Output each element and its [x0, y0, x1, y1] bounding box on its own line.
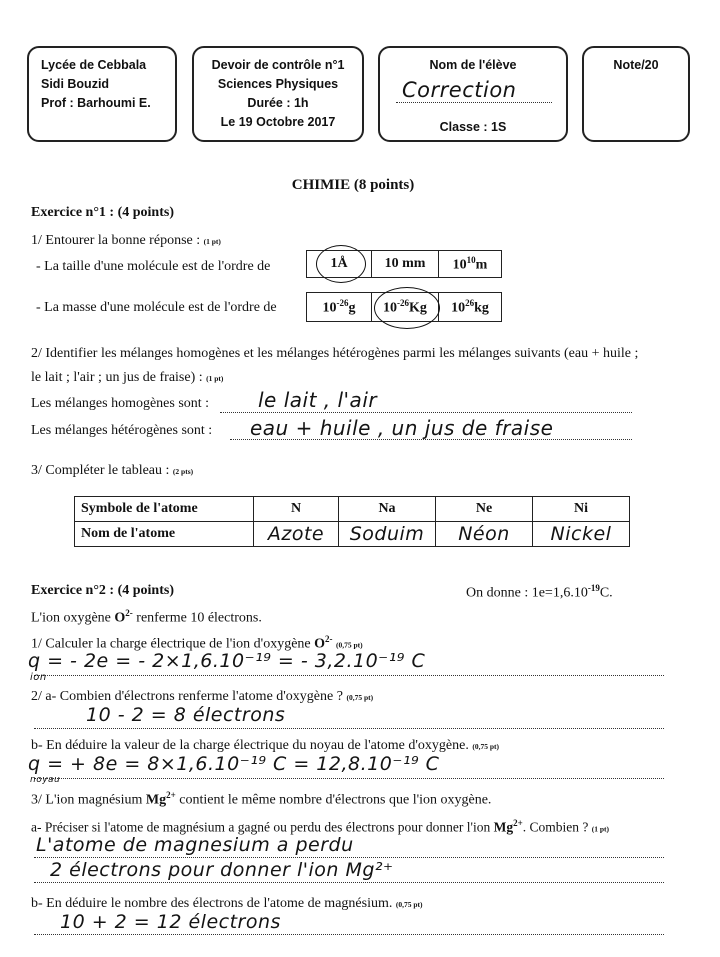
atoms-name-header: Nom de l'atome: [75, 522, 254, 547]
ex2-q2b-answer-subscript: noyau: [30, 775, 61, 785]
homogeneous-answer: le lait , l'air: [258, 388, 378, 412]
ex2-q3a-text: a- Préciser si l'atome de magnésium a gagné ou perdu des électrons pour donner l'ion $Mg^{2+}$. Combien ? (1 pt): [31, 818, 610, 835]
mass-option-10e-26g[interactable]: $10^{-26}g$: [307, 293, 372, 322]
grade-box: [582, 46, 690, 142]
exam-subject: Sciences Physiques: [217, 77, 339, 91]
student-name-value: Correction: [402, 78, 517, 102]
atoms-table: [74, 496, 630, 547]
name-nickel[interactable]: Nickel: [533, 522, 630, 547]
size-option-1A[interactable]: 1Å: [307, 251, 372, 278]
school-box: [27, 46, 177, 142]
size-option-10e10m[interactable]: $10^{10}m$: [439, 251, 502, 278]
heterogeneous-label: Les mélanges hétérogènes sont :: [31, 423, 213, 438]
exam-info-box: [192, 46, 364, 142]
symbol-ne: Ne: [436, 497, 533, 522]
school-city: Sidi Bouzid: [41, 77, 110, 91]
homogeneous-line: [220, 412, 632, 413]
ex2-q1-line: [34, 675, 664, 676]
ex2-q2b-text: b- En déduire la valeur de la charge électrique du noyau de l'atome d'oxygène. (0,75 pt): [31, 738, 499, 753]
ex2-intro: L'ion oxygène $O^{2-}$ renferme 10 électrons.: [31, 608, 262, 626]
exam-title: Devoir de contrôle n°1: [211, 58, 345, 72]
ex2-q3a-answer-1: L'atome de magnesium a perdu: [36, 834, 354, 856]
school-name: Lycée de Cebbala: [41, 58, 147, 72]
ex1-q1-text: 1/ Entourer la bonne réponse : (1 pt): [31, 233, 221, 248]
ex2-q3b-answer: 10 + 2 = 12 électrons: [60, 911, 281, 933]
teacher-name: Prof : Barhoumi E.: [41, 96, 151, 110]
section-title: CHIMIE (8 points): [291, 177, 415, 193]
ex2-q1-answer-subscript: ion: [30, 672, 47, 683]
heterogeneous-answer: eau + huile , un jus de fraise: [250, 416, 554, 440]
ex1-title: Exercice n°1 : (4 points): [31, 205, 174, 220]
exam-duration: Durée : 1h: [247, 96, 309, 110]
symbol-na: Na: [339, 497, 436, 522]
ex2-title: Exercice n°2 : (4 points): [31, 583, 174, 598]
ex2-q3a-line-2: [34, 882, 664, 883]
ex2-q3b-text: b- En déduire le nombre des électrons de l'atome de magnésium. (0,75 pt): [31, 896, 423, 911]
ex2-q1-answer: q = - 2e = - 2×1,6.10⁻¹⁹ = - 3,2.10⁻¹⁹ C: [28, 650, 426, 672]
mass-option-10e-26Kg[interactable]: $10^{-26}Kg$: [372, 293, 439, 322]
exam-date: Le 19 Octobre 2017: [220, 115, 336, 129]
symbol-ni: Ni: [533, 497, 630, 522]
ex2-q2b-line: [34, 778, 664, 779]
class-label: Classe : 1S: [439, 120, 507, 134]
ex1-q1-size-text: - La taille d'une molécule est de l'ordre de: [36, 259, 271, 274]
answer-circle-mass: [374, 287, 440, 329]
answer-circle-size: [316, 245, 366, 283]
student-name-line: [396, 102, 552, 103]
student-box: [378, 46, 568, 142]
ex2-q3b-line: [34, 934, 664, 935]
atoms-symbol-row: [75, 497, 630, 522]
ex1-q2-text2: le lait ; l'air ; un jus de fraise) : (1 pt): [31, 370, 224, 385]
name-neon[interactable]: Néon: [436, 522, 533, 547]
name-soduim[interactable]: Soduim: [339, 522, 436, 547]
grade-label: Note/20: [613, 58, 659, 72]
atoms-name-row: [75, 522, 630, 547]
homogeneous-label: Les mélanges homogènes sont :: [31, 396, 210, 411]
ex2-q2a-text: 2/ a- Combien d'électrons renferme l'atome d'oxygène ? (0,75 pt): [31, 689, 374, 704]
ex2-q2b-answer: q = + 8e = 8×1,6.10⁻¹⁹ C = 12,8.10⁻¹⁹ C: [28, 753, 440, 775]
ex1-q1-mass-text: - La masse d'une molécule est de l'ordre de: [36, 300, 277, 315]
size-option-10mm[interactable]: 10 mm: [372, 251, 439, 278]
ex2-q1-text: 1/ Calculer la charge électrique de l'ion d'oxygène $O^{2-}$ (0,75 pt): [31, 634, 363, 652]
student-name-label: Nom de l'élève: [429, 58, 517, 72]
ex2-given: On donne : $1e=1,6.10^{-19}C$.: [466, 583, 613, 601]
ex2-q3a-answer-2: 2 électrons pour donner l'ion Mg²⁺: [50, 859, 394, 881]
ex1-q2-text1: 2/ Identifier les mélanges homogènes et les mélanges hétérogènes parmi les mélanges suivants (eau + huile ;: [31, 346, 639, 361]
symbol-n: N: [254, 497, 339, 522]
name-azote[interactable]: Azote: [254, 522, 339, 547]
ex2-q2a-line: [34, 728, 664, 729]
ex2-q3a-line-1: [34, 857, 664, 858]
ex1-q3-text: 3/ Compléter le tableau : (2 pts): [31, 463, 194, 478]
ex2-q3-text: 3/ L'ion magnésium $Mg^{2+}$ contient le même nombre d'électrons que l'ion oxygène.: [31, 790, 492, 808]
atoms-symbol-header: Symbole de l'atome: [75, 497, 254, 522]
mass-option-10e26kg[interactable]: $10^{26}kg$: [439, 293, 502, 322]
ex2-q2a-answer: 10 - 2 = 8 électrons: [86, 704, 286, 726]
